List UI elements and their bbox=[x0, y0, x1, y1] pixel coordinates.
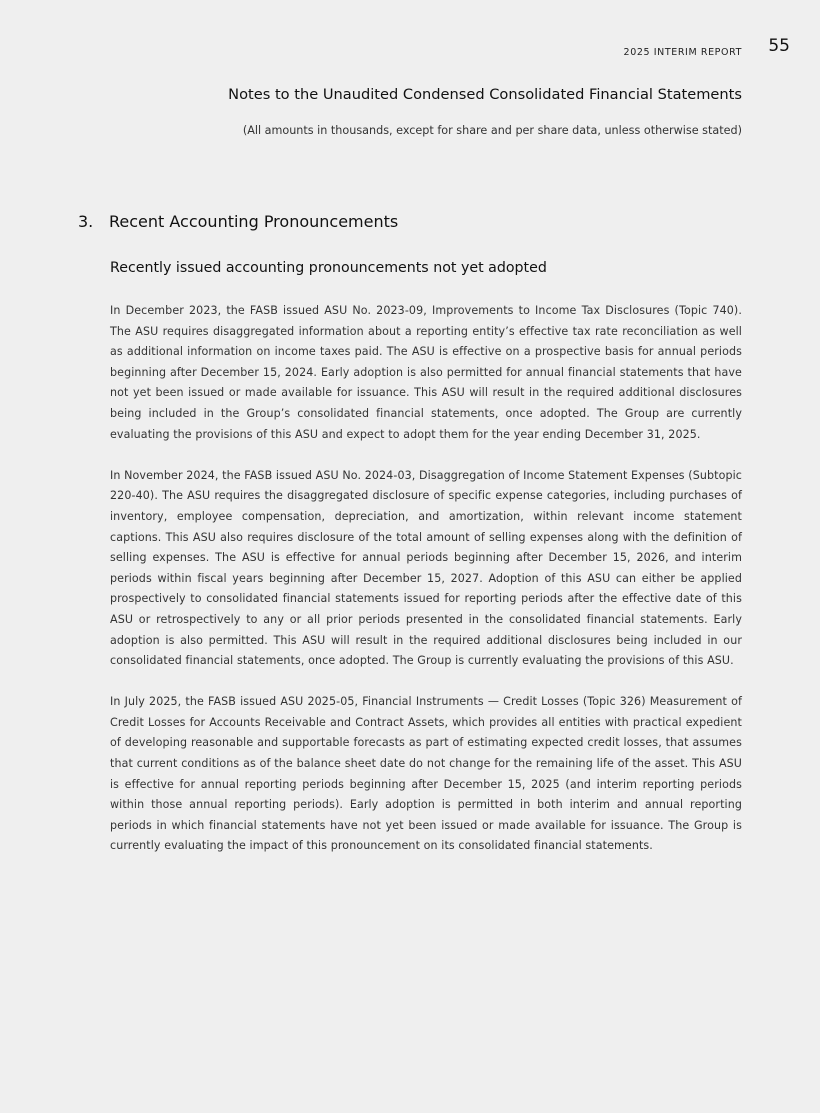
section-heading bbox=[78, 212, 398, 231]
page-number: 55 bbox=[768, 36, 790, 56]
report-label: 2025 INTERIM REPORT bbox=[623, 47, 742, 58]
body-text bbox=[110, 301, 742, 878]
notes-title: Notes to the Unaudited Condensed Consolidated Financial Statements bbox=[228, 86, 742, 103]
sub-heading: Recently issued accounting pronouncements not yet adopted bbox=[110, 260, 547, 276]
section-number: 3. bbox=[78, 212, 94, 231]
paragraph-asu-2023-09: In December 2023, the FASB issued ASU No. 2023-09, Improvements to Income Tax Disclosures (Topic 740). The ASU requires disaggregated information about a reporting entity’s effective tax rate reconciliation as well as additional information on income taxes paid. The ASU is effective on a prospective basis for annual periods beginning after December 15, 2024. Early adoption is also permitted for annual financial statements that have not yet been issued or made available for issuance. This ASU will result in the required additional disclosures being included in the Group’s consolidated financial statements, once adopted. The Group are currently evaluating the provisions of this ASU and expect to adopt them for the year ending December 31, 2025. bbox=[110, 304, 742, 441]
notes-subtitle: (All amounts in thousands, except for share and per share data, unless otherwise stated) bbox=[242, 124, 742, 137]
paragraph-asu-2025-05: In July 2025, the FASB issued ASU 2025-05, Financial Instruments — Credit Losses (Topic 326) Measurement of Credit Losses for Accounts Receivable and Contract Assets, which provides all entities with practical expedient of developing reasonable and supportable forecasts as part of estimating expected credit losses, that assumes that current conditions as of the balance sheet date do not change for the remaining life of the asset. This ASU is effective for annual reporting periods beginning after December 15, 2025 (and interim reporting periods within those annual reporting periods). Early adoption is permitted in both interim and annual reporting periods in which financial statements have not yet been issued or made available for issuance. The Group is currently evaluating the impact of this pronouncement on its consolidated financial statements. bbox=[110, 695, 742, 853]
section-title: Recent Accounting Pronouncements bbox=[109, 212, 399, 231]
paragraph-asu-2024-03: In November 2024, the FASB issued ASU No. 2024-03, Disaggregation of Income Statement Expenses (Subtopic 220-40). The ASU requires the disaggregated disclosure of specific expense categories, including purchases of inventory, employee compensation, depreciation, and amortization, within relevant income statement captions. This ASU also requires disclosure of the total amount of selling expenses along with the definition of selling expenses. The ASU is effective for annual periods beginning after December 15, 2026, and interim periods within fiscal years beginning after December 15, 2027. Adoption of this ASU can either be applied prospectively to consolidated financial statements issued for reporting periods after the effective date of this ASU or retrospectively to any or all prior periods presented in the consolidated financial statements. Early adoption is also permitted. This ASU will result in the required additional disclosures being included in our consolidated financial statements, once adopted. The Group is currently evaluating the provisions of this ASU. bbox=[110, 468, 743, 668]
